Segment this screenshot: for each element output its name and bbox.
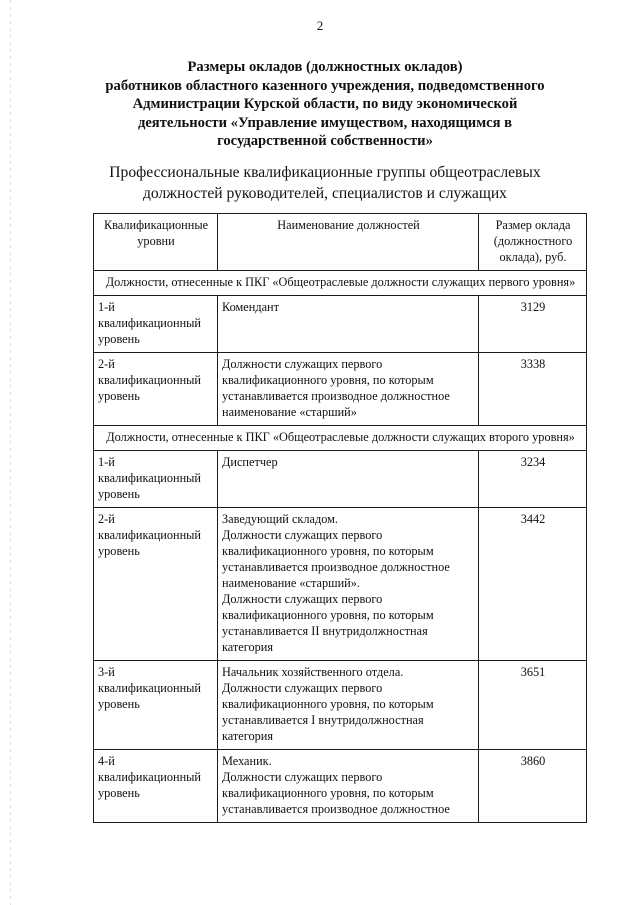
positions-cell xyxy=(218,451,479,508)
positions-cell xyxy=(218,508,479,661)
page-number: 2 xyxy=(316,18,324,33)
title-line: государственной собственности» xyxy=(217,133,433,149)
table-row xyxy=(94,296,587,353)
level-cell: 1-й квалификационный уровень xyxy=(94,451,218,508)
level-cell: 2-й квалификационный уровень xyxy=(94,508,218,661)
salary-cell: 3338 xyxy=(479,353,587,426)
table-header-row xyxy=(94,214,587,271)
title-line: деятельности «Управление имуществом, находящимся в xyxy=(137,114,513,131)
positions-cell xyxy=(218,353,479,426)
position-text: Диспетчер xyxy=(222,455,278,469)
header-positions: Наименование должностей xyxy=(218,214,479,271)
title-line: Размеры окладов (должностных окладов) xyxy=(187,59,463,75)
scan-fold-mark xyxy=(10,0,11,905)
level-cell: 1-й квалификационный уровень xyxy=(94,296,218,353)
level-cell: 3-й квалификационный уровень xyxy=(94,661,218,750)
table-row xyxy=(94,508,587,661)
group-row xyxy=(94,426,587,451)
positions-cell xyxy=(218,296,479,353)
position-text: Должности служащих первого квалификационного уровня, по которым устанавливается I внутридолжностная категория xyxy=(222,681,434,743)
position-text: Должности служащих первого квалификационного уровня, по которым устанавливается производное должностное xyxy=(222,770,450,816)
salary-cell: 3129 xyxy=(479,296,587,353)
document-subtitle xyxy=(90,162,560,204)
position-text: Заведующий складом. xyxy=(222,512,338,526)
positions-cell xyxy=(218,750,479,823)
document-title xyxy=(90,58,560,151)
position-text: Начальник хозяйственного отдела. xyxy=(222,665,404,679)
level-cell: 4-й квалификационный уровень xyxy=(94,750,218,823)
title-line: работников областного казенного учреждения, подведомственного xyxy=(105,77,545,94)
header-salary: Размер оклада (должностного оклада), руб. xyxy=(479,214,587,271)
subtitle-line: Профессиональные квалификационные группы общеотраслевых xyxy=(109,164,541,181)
group-row xyxy=(94,271,587,296)
table-row xyxy=(94,750,587,823)
salary-cell: 3860 xyxy=(479,750,587,823)
position-text: Должности служащих первого квалификационного уровня, по которым устанавливается производное должностное наименование «старший». xyxy=(222,528,450,590)
level-cell: 2-й квалификационный уровень xyxy=(94,353,218,426)
group-title: Должности, отнесенные к ПКГ «Общеотраслевые должности служащих второго уровня» xyxy=(94,426,587,451)
salary-table xyxy=(93,213,587,823)
title-line: Администрации Курской области, по виду экономической xyxy=(132,96,518,112)
salary-cell: 3651 xyxy=(479,661,587,750)
salary-cell: 3234 xyxy=(479,451,587,508)
position-text: Должности служащих первого квалификационного уровня, по которым устанавливается II внутридолжностная категория xyxy=(222,592,434,654)
subtitle-line: должностей руководителей, специалистов и служащих xyxy=(143,185,507,202)
table-row xyxy=(94,661,587,750)
salary-cell: 3442 xyxy=(479,508,587,661)
table-row xyxy=(94,451,587,508)
position-text: Должности служащих первого квалификационного уровня, по которым устанавливается производное должностное наименование «старший» xyxy=(222,357,450,419)
group-title: Должности, отнесенные к ПКГ «Общеотраслевые должности служащих первого уровня» xyxy=(94,271,587,296)
position-text: Механик. xyxy=(222,754,272,768)
position-text: Комендант xyxy=(222,300,279,314)
table-row xyxy=(94,353,587,426)
header-levels: Квалификационные уровни xyxy=(94,214,218,271)
positions-cell xyxy=(218,661,479,750)
